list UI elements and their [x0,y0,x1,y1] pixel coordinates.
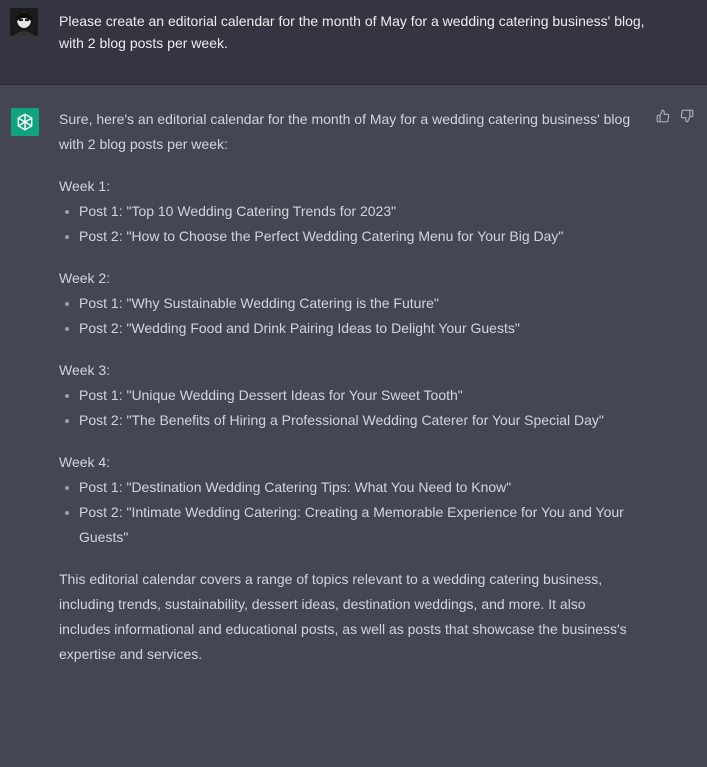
list-item: Post 2: "How to Choose the Perfect Wedding Catering Menu for Your Big Day" [59,224,639,249]
thumbs-down-icon [680,109,694,123]
list-item: Post 2: "The Benefits of Hiring a Professional Wedding Caterer for Your Special Day" [59,408,639,433]
thumbs-up-button[interactable] [656,109,670,123]
week-4-posts [59,475,639,550]
week-3-posts [59,383,639,433]
user-avatar [10,8,38,36]
week-4-label: Week 4: [59,454,111,470]
list-item: Post 1: "Why Sustainable Wedding Catering is the Future" [59,291,639,316]
list-item: Post 2: "Wedding Food and Drink Pairing Ideas to Delight Your Guests" [59,316,639,341]
week-1-posts [59,199,639,249]
user-message-text: Please create an editorial calendar for the month of May for a wedding catering business' blog, with 2 blog posts per week. [59,13,645,51]
assistant-outro: This editorial calendar covers a range of topics relevant to a wedding catering business, including trends, sustainability, dessert ideas, destination weddings, and more. It also includes informational and educational posts, as well as posts that showcase the business's expertise and services. [59,571,627,662]
week-2-posts [59,291,639,341]
list-item: Post 1: "Destination Wedding Catering Tips: What You Need to Know" [59,475,639,500]
user-avatar-photo [10,8,38,36]
assistant-avatar [11,108,39,136]
user-message-row [0,0,707,85]
assistant-message-row [0,85,707,767]
assistant-intro: Sure, here's an editorial calendar for the month of May for a wedding catering business' blog with 2 blog posts per week: [59,111,631,152]
feedback-buttons [656,109,694,123]
assistant-message-text [59,107,639,667]
week-3-label: Week 3: [59,362,111,378]
week-2-label: Week 2: [59,270,111,286]
list-item: Post 1: "Top 10 Wedding Catering Trends for 2023" [59,199,639,224]
openai-logo-icon [15,112,35,132]
thumbs-up-icon [656,109,670,123]
list-item: Post 1: "Unique Wedding Dessert Ideas for Your Sweet Tooth" [59,383,639,408]
list-item: Post 2: "Intimate Wedding Catering: Creating a Memorable Experience for You and Your Guests" [59,500,639,550]
week-1-label: Week 1: [59,178,111,194]
thumbs-down-button[interactable] [680,109,694,123]
